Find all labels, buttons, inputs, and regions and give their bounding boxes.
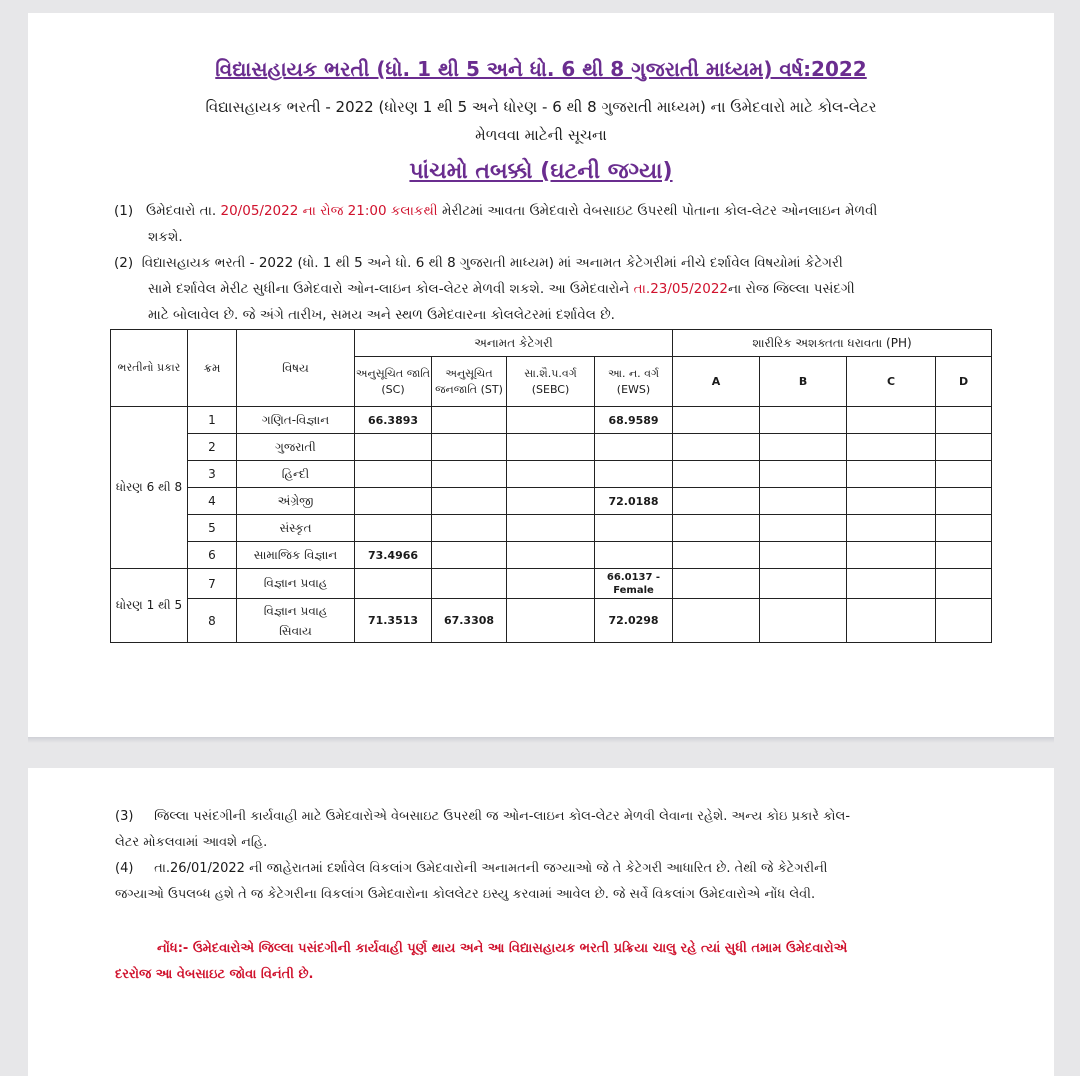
paragraph-4-line-1 xyxy=(115,856,1025,882)
page-gap-shadow xyxy=(28,737,1054,743)
header-sc: અનુસૂચિત જાતિ (SC) xyxy=(355,357,432,407)
paragraph-3-line-1-text: જિલ્લા પસંદગીની કાર્યવાહી માટે ઉમેદવારોએ વેબસાઇટ ઉપરથી જ ઓન-લાઇન કોલ-લેટર મેળવી લેવાના રહેશે. અન્ય કોઇ પ્રકારે કોલ- xyxy=(154,809,851,824)
row-vishay: ગણિત-વિજ્ઞાન xyxy=(237,407,355,434)
row-st xyxy=(432,569,507,599)
row-ews xyxy=(595,515,673,542)
row-sc xyxy=(355,569,432,599)
header-ph: શારીરિક અશક્તતા ધરાવતા (PH) xyxy=(673,330,992,357)
paragraph-3-number: (3) xyxy=(115,809,134,824)
row-ews: 68.9589 xyxy=(595,407,673,434)
header-ph-d: D xyxy=(936,357,992,407)
header-st: અનુસૂચિત જનજાતિ (ST) xyxy=(432,357,507,407)
row-vishay: અંગ્રેજી xyxy=(237,488,355,515)
table-row xyxy=(111,542,992,569)
row-sebc xyxy=(507,599,595,643)
document-page-1 xyxy=(28,13,1054,737)
header-sebc: સા.શૈ.પ.વર્ગ (SEBC) xyxy=(507,357,595,407)
paragraph-4-line-1-text: તા.26/01/2022 ની જાહેરાતમાં દર્શાવેલ વિકલાંગ ઉમેદવારોની અનામતની જગ્યાઓ જે તે કેટેગરી આધારિત છે. તેથી જે કેટેગરીની xyxy=(154,861,828,876)
row-vishay: ગુજરાતી xyxy=(237,434,355,461)
paragraph-2-line-3: માટે બોલાવેલ છે. જે અંગે તારીખ, સમય અને સ્થળ ઉમેદવારના કોલલેટરમાં દર્શાવેલ છે. xyxy=(148,307,615,323)
row-sebc xyxy=(507,461,595,488)
row-sc: 71.3513 xyxy=(355,599,432,643)
row-vishay: સંસ્કૃત xyxy=(237,515,355,542)
row-st xyxy=(432,488,507,515)
row-sebc xyxy=(507,542,595,569)
row-sebc xyxy=(507,569,595,599)
table-row xyxy=(111,488,992,515)
row-ews: 66.0137 - Female xyxy=(595,569,673,599)
row-kram: 2 xyxy=(188,434,237,461)
row-sc xyxy=(355,461,432,488)
group-std-1-5: ધોરણ 1 થી 5 xyxy=(111,569,188,643)
note-block xyxy=(115,936,1025,988)
row-sebc xyxy=(507,434,595,461)
row-sebc xyxy=(507,488,595,515)
paragraph-2 xyxy=(114,250,1014,328)
row-ews: 72.0188 xyxy=(595,488,673,515)
row-sebc xyxy=(507,407,595,434)
paragraph-1-text-rest: મેરીટમાં આવતા ઉમેદવારો વેબસાઇટ ઉપરથી પોતાના કોલ-લેટર ઓનલાઇન મેળવી xyxy=(437,203,878,219)
header-anamat-category: અનામત કેટેગરી xyxy=(355,330,673,357)
row-sc: 66.3893 xyxy=(355,407,432,434)
paragraph-4-number: (4) xyxy=(115,861,134,876)
paragraph-1-date: 20/05/2022 ના રોજ 21:00 કલાકથી xyxy=(220,203,438,219)
row-kram: 3 xyxy=(188,461,237,488)
paragraph-2-line-2 xyxy=(114,276,1014,302)
phase-heading: પાંચમો તબક્કો (ઘટની જગ્યા) xyxy=(409,159,673,184)
subtitle-line-1: વિદ્યાસહાયક ભરતી - 2022 (ધોરણ 1 થી 5 અને ધોરણ - 6 થી 8 ગુજરાતી માધ્યમ) ના ઉમેદવારો માટે કોલ-લેટર xyxy=(205,98,877,116)
paragraph-2-date: તા.23/05/2022 xyxy=(633,281,728,297)
row-ews: 72.0298 xyxy=(595,599,673,643)
header-kram: ક્રમ xyxy=(188,330,237,407)
paragraph-3-line-1 xyxy=(115,804,1025,830)
row-st xyxy=(432,515,507,542)
row-sebc xyxy=(507,515,595,542)
row-vishay: સામાજિક વિજ્ઞાન xyxy=(237,542,355,569)
row-kram: 7 xyxy=(188,569,237,599)
row-st: 67.3308 xyxy=(432,599,507,643)
paragraph-4-line-2: જગ્યાઓ ઉપલબ્ધ હશે તે જ કેટેગરીના વિકલાંગ ઉમેદવારોના કોલલેટર ઇસ્યુ કરવામાં આવેલ છે. જે સર્વે વિકલાંગ ઉમેદવારોએ નોંધ લેવી. xyxy=(115,887,816,902)
table-row xyxy=(111,407,992,434)
paragraph-2-line-1-text: વિદ્યાસહાયક ભરતી - 2022 (ધો. 1 થી 5 અને ધો. 6 થી 8 ગુજરાતી માધ્યમ) માં અનામત કેટેગરીમાં નીચે દર્શાવેલ વિષયોમાં કેટેગરી xyxy=(141,255,843,271)
row-ews xyxy=(595,542,673,569)
row-st xyxy=(432,407,507,434)
paragraph-2-line-2-rest: ના રોજ જિલ્લા પસંદગી xyxy=(728,281,855,297)
row-st xyxy=(432,434,507,461)
row-kram: 8 xyxy=(188,599,237,643)
row-vishay: વિજ્ઞાન પ્રવાહ સિવાય xyxy=(237,599,355,643)
group-std-6-8: ધોરણ 6 થી 8 xyxy=(111,407,188,569)
table-row xyxy=(111,434,992,461)
notice-title: વિદ્યાસહાયક ભરતી (ધો. 1 થી 5 અને ધો. 6 થી 8 ગુજરાતી માધ્યમ) વર્ષ:2022 xyxy=(215,57,867,81)
row-kram: 4 xyxy=(188,488,237,515)
paragraph-2-number: (2) xyxy=(114,255,134,271)
merit-table xyxy=(110,329,992,643)
row-kram: 6 xyxy=(188,542,237,569)
paragraph-1 xyxy=(114,198,1014,250)
paragraph-3-line-2: લેટર મોકલવામાં આવશે નહિ. xyxy=(115,835,268,850)
paragraph-1-number: (1) xyxy=(114,203,134,219)
row-kram: 1 xyxy=(188,407,237,434)
paragraph-2-line-2-text: સામે દર્શાવેલ મેરીટ સુધીના ઉમેદવારો ઓન-લાઇન કોલ-લેટર મેળવી શકશે. આ ઉમેદવારોને xyxy=(148,281,634,297)
row-vishay: વિજ્ઞાન પ્રવાહ xyxy=(237,569,355,599)
row-ews xyxy=(595,434,673,461)
table-row xyxy=(111,515,992,542)
row-sc xyxy=(355,488,432,515)
note-line-1: નોંધ:- ઉમેદવારોએ જિલ્લા પસંદગીની કાર્યવાહી પૂર્ણ થાય અને આ વિદ્યાસહાયક ભરતી પ્રક્રિયા ચાલુ રહે ત્યાં સુધી તમામ ઉમેદવારોએ xyxy=(157,941,848,956)
header-ews: આ. ન. વર્ગ (EWS) xyxy=(595,357,673,407)
paragraph-3 xyxy=(115,804,1025,856)
paragraph-1-text: ઉમેદવારો તા. xyxy=(146,203,221,219)
row-sc: 73.4966 xyxy=(355,542,432,569)
row-vishay: હિન્દી xyxy=(237,461,355,488)
row-sc xyxy=(355,434,432,461)
subtitle-line-2: મેળવવા માટેની સૂચના xyxy=(475,126,607,144)
header-ph-a: A xyxy=(673,357,760,407)
table-row xyxy=(111,569,992,599)
paragraph-4 xyxy=(115,856,1025,908)
paragraph-2-line-1 xyxy=(114,250,1014,276)
note-line-2: દરરોજ આ વેબસાઇટ જોવા વિનંતી છે. xyxy=(115,967,314,982)
paragraph-1-line-2: શકશે. xyxy=(148,229,183,245)
table-row xyxy=(111,461,992,488)
table-row xyxy=(111,599,992,643)
paragraph-1-line-1 xyxy=(114,198,1014,224)
header-vishay: વિષય xyxy=(237,330,355,407)
row-st xyxy=(432,461,507,488)
row-ews xyxy=(595,461,673,488)
row-kram: 5 xyxy=(188,515,237,542)
notice-subtitle xyxy=(28,93,1054,149)
row-sc xyxy=(355,515,432,542)
document-page-2 xyxy=(28,768,1054,1076)
header-ph-c: C xyxy=(847,357,936,407)
header-ph-b: B xyxy=(760,357,847,407)
header-bharti-type: ભરતીનો પ્રકાર xyxy=(111,330,188,407)
row-st xyxy=(432,542,507,569)
